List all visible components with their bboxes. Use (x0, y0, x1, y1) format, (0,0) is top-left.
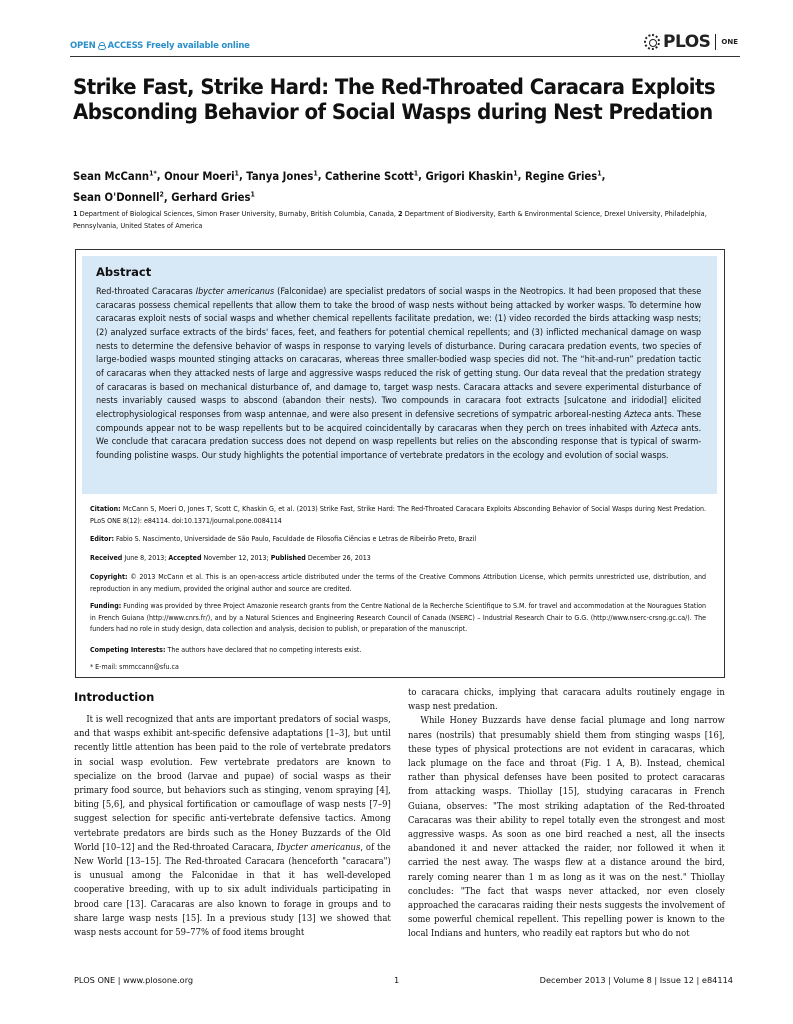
plos-wordmark: PLOS (663, 32, 711, 52)
author[interactable]: Catherine Scott$^1$ (325, 169, 419, 183)
copyright: Copyright: © 2013 McCann et al. This is an open-access article distributed under the terms of the Creative Commons Attribution License, which permits unrestricted use, distribution, and reproduction in any medium, provided the original author and source are credited. (90, 572, 706, 593)
abstract-heading: Abstract (96, 265, 152, 279)
plos-sun-icon (644, 34, 660, 50)
competing-interests: Competing Interests: The authors have declared that no competing interests exist. (90, 645, 362, 654)
author-list: Sean McCann$^{1*}$, Onour Moeri$^1$, Tanya Jones$^1$, Catherine Scott$^1$, Grigori Khaskin$^1$, Regine Gries$^1$, Sean O'Donnell$^2$, Gerhard Gries$^1$ (73, 169, 606, 205)
abstract-box (75, 249, 725, 678)
footer-page-number: 1 (394, 975, 400, 985)
author[interactable]: Gerhard Gries$^1$ (171, 190, 255, 205)
journal-header (70, 32, 740, 57)
right-column (408, 686, 725, 942)
abstract-text: Red-throated Caracaras Ibycter americanus (Falconidae) are specialist predators of social wasps in the Neotropics. It had been proposed that these caracaras possess chemical repellents that allow them to take the brood of wasp nests without being attacked by worker wasps. To determine how caracaras exploit nests of social wasps and whether chemical repellents facilitate predation, we: (1) video recorded the birds attacking wasp nests; (2) analyzed surface extracts of the birds' faces, feet, and feathers for potential chemical repellents; and (3) inflicted mechanical damage on wasp nests to determine the defensive behavior of wasps in response to varying levels of disturbance. During caracara predation events, two species of large-bodied wasps mounted stinging attacks on caracaras, whereas three smaller-bodied wasp species did not. The “hit-and-run” predation tactic of caracaras when they attacked nests of large and aggressive wasps reduced the risk of getting stung. Our data reveal that the predation strategy of caracaras is based on mechanical disturbance of, and damage to, target wasp nests. Caracara attacks and severe experimental disturbance of nests invariably caused wasps to abscond (abandon their nests). Two compounds in caracara foot extracts [sulcatone and iridodial] elicited electrophysiological responses from wasp antennae, and were also present in defensive secretions of sympatric arboreal-nesting Azteca ants. These compounds appear not to be wasp repellents but to be acquired coincidentally by caracaras when they perch on trees inhabited with Azteca ants. We conclude that caracara predation success does not depend on wasp repellents but relies on the absconding response that is typical of swarm-founding polistine wasps. Our study highlights the potential importance of vertebrate predators in the ecology and evolution of social wasps. (96, 287, 702, 461)
affiliations: 1 Department of Biological Sciences, Simon Fraser University, Burnaby, British Columbia, Canada, 2 Department of Biodiversity, Earth & Environmental Science, Drexel University, Philadelphia, Pennsylvania, United States of America (73, 209, 707, 230)
freely-available-label: Freely available online (146, 41, 250, 51)
intro-paragraph-1-cont: to caracara chicks, implying that caracara adults routinely engage in wasp nest predation. (408, 687, 725, 713)
editor: Editor: Fabio S. Nascimento, Universidade de São Paulo, Faculdade de Filosofia Ciências e Letras de Ribeirão Preto, Brazil (90, 534, 477, 543)
author[interactable]: Onour Moeri$^1$ (164, 169, 239, 183)
open-label: OPEN (70, 41, 96, 51)
footer-issue-info: December 2013 | Volume 8 | Issue 12 | e84114 (539, 975, 733, 985)
author[interactable]: Sean O'Donnell$^2$ (73, 190, 164, 205)
footer-journal-site[interactable]: PLOS ONE | www.plosone.org (74, 975, 194, 985)
article-title: Strike Fast, Strike Hard: The Red-Throated Caracara Exploits Absconding Behavior of Social Wasps during Nest Predation (73, 75, 716, 125)
access-label: ACCESS (107, 41, 144, 51)
abstract-panel (82, 256, 717, 494)
one-wordmark: ONE (721, 38, 738, 46)
funding: Funding: Funding was provided by three Project Amazonie research grants from the Centre National de la Recherche Scientifique to S.M. for travel and accommodation at the Nouragues Station in French Guiana (http://www.cnrs.fr/), and by a Natural Sciences and Engineering Research Council of Canada (NSERC) – Industrial Research Chair to G.G. (http://www.nserc-crsng.gc.ca/). The funders had no role in study design, data collection and analysis, decision to publish, or preparation of the manuscript. (90, 601, 707, 633)
affiliation-1: Department of Biological Sciences, Simon Fraser University, Burnaby, British Columbia, Canada, (79, 209, 396, 218)
logo-divider (715, 34, 716, 50)
intro-paragraph-2: While Honey Buzzards have dense facial plumage and long narrow nares (nostrils) that presumably shield them from stinging wasps [16], these types of physical protections are not evident in caracaras, which lack plumage on the face and throat (Fig. 1 A, B). Instead, chemical rather than physical defenses have been posited to protect caracaras from attacking wasps. Thiollay [15], studying caracaras in French Guiana, observes: "The most striking adaptation of the Red-throated Caracaras was their ability to repel totally even the strongest and most aggressive wasps. As soon as one bird reached a nest, all the insects abandoned it and never attacked the raider, nor followed it when it carried the nest away. The wasps flew at a distance around the bird, rarely coming nearer than 1 m as long as it was on the nest." Thiollay concludes: "The fact that wasps never attacked, nor even closely approached the caracaras raiding their nests suggests the involvement of some powerful chemical repellent. This repelling power is known to the local Indians and hunters, who readily eat raptors but who do not (408, 715, 725, 940)
author[interactable]: Grigori Khaskin$^1$ (425, 169, 518, 183)
intro-paragraph-1: It is well recognized that ants are important predators of social wasps, and that wasps exhibit ant-specific defensive adaptations [1–3], but until recently little attention has been paid to the role of vertebrate predators in social wasp evolution. Few vertebrate predators are known to specialize on the brood (larvae and pupae) of social wasps as their primary food source, but behaviors such as stinging, venom spraying [4], biting [5,6], and physical fortification or camouflage of wasp nests [7–9] suggest selection for specific anti-vertebrate defensive tactics. Among vertebrate predators are birds such as the Honey Buzzards of the Old World [10–12] and the Red-throated Caracara, Ibycter americanus, of the New World [13–15]. The Red-throated Caracara (henceforth "caracara") is unusual among the Falconidae in that it has well-developed cooperative breeding, with up to six adult individuals participating in brood care [13]. Caracaras are also known to forage in groups and to share large wasp nests [15]. In a previous study [13] we showed that wasp nests account for 59–77% of food items brought (74, 714, 391, 939)
left-column (74, 713, 391, 940)
open-access-lock-icon (99, 42, 105, 50)
open-access-banner (70, 41, 250, 51)
author[interactable]: Sean McCann$^{1*}$ (73, 169, 157, 183)
corresponding-email[interactable]: * E-mail: smmccann@sfu.ca (90, 662, 179, 671)
author[interactable]: Regine Gries$^1$ (524, 169, 602, 183)
author[interactable]: Tanya Jones$^1$ (246, 169, 318, 183)
affiliation-2: Department of Biodiversity, Earth & Environmental Science, Drexel University, Philadelphia, Pennsylvania, United States of America (73, 209, 707, 230)
dates: Received June 8, 2013; Accepted November 12, 2013; Published December 26, 2013 (90, 553, 371, 562)
introduction-heading: Introduction (74, 690, 155, 704)
plos-one-logo (644, 32, 738, 52)
citation: Citation: McCann S, Moeri O, Jones T, Scott C, Khaskin G, et al. (2013) Strike Fast, Strike Hard: The Red-Throated Caracara Exploits Absconding Behavior of Social Wasps during Nest Predation. PLoS ONE 8(12): e84114. doi:10.1371/journal.pone.0084114 (90, 504, 706, 525)
